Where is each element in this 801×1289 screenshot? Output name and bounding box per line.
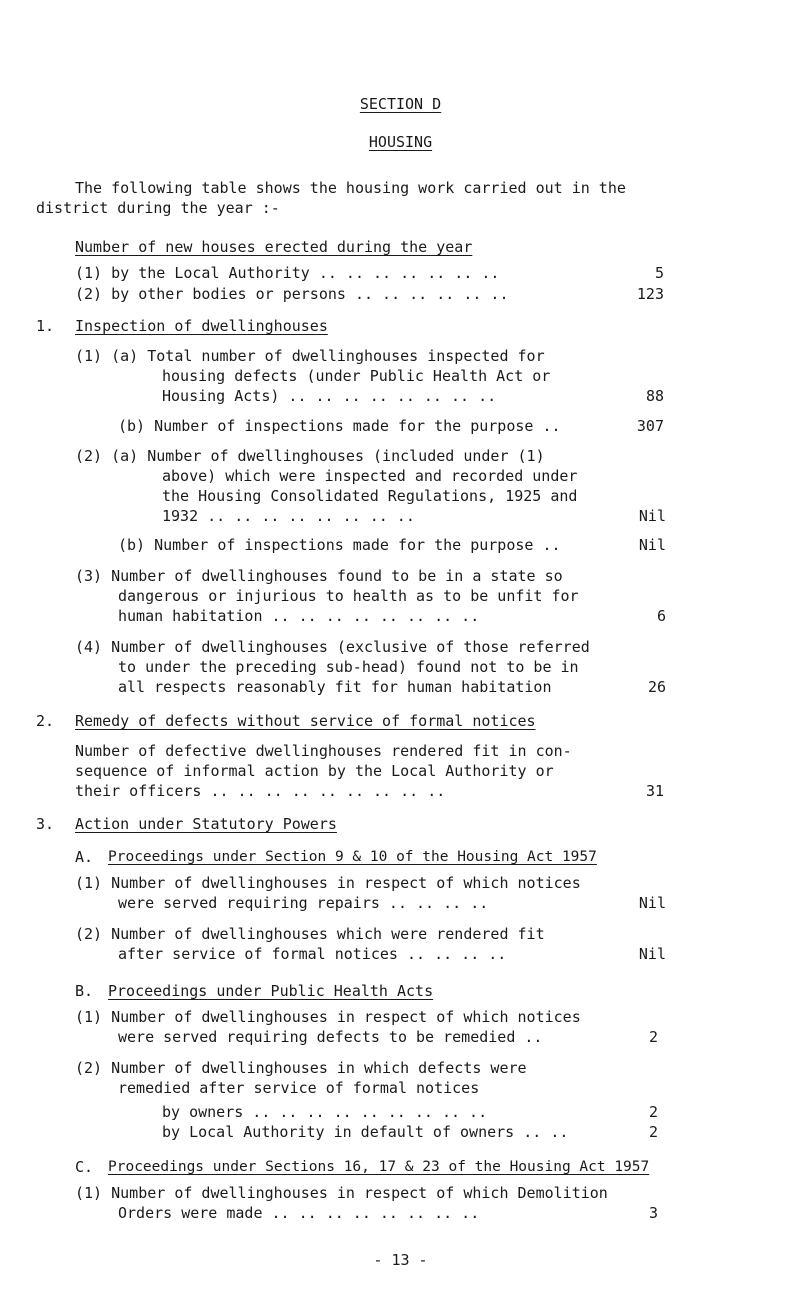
s2-line-2: sequence of informal action by the Local Authority or xyxy=(75,762,554,780)
new-houses-row-1: (1) by the Local Authority .. .. .. .. .. .. .. xyxy=(75,264,500,282)
s3b-2-line-2: remedied after service of formal notices xyxy=(118,1079,480,1097)
s1-3-line-1: (3) Number of dwellinghouses found to be in a state so xyxy=(75,567,563,585)
s1-2a-line-2: above) which were inspected and recorded under xyxy=(162,467,578,485)
s2-number: 2. xyxy=(36,712,55,730)
s1-1b-value: 307 xyxy=(636,417,664,435)
s3b-1-line-1: (1) Number of dwellinghouses in respect of which notices xyxy=(75,1008,581,1026)
s3a-2-line-2: after service of formal notices .. .. .. .. xyxy=(118,945,507,963)
s3a-1-value: Nil xyxy=(638,894,666,912)
s3c-label: C. xyxy=(75,1158,94,1176)
new-houses-row-2: (2) by other bodies or persons .. .. .. .. .. .. xyxy=(75,285,509,303)
page-number: - 13 - xyxy=(373,1251,428,1269)
s3c-1-line-1: (1) Number of dwellinghouses in respect of which Demolition xyxy=(75,1184,608,1202)
s3c-1-line-2: Orders were made .. .. .. .. .. .. .. .. xyxy=(118,1204,480,1222)
s1-1a-line-1: (1) (a) Total number of dwellinghouses inspected for xyxy=(75,347,545,365)
s1-4-line-2: to under the preceding sub-head) found not to be in xyxy=(118,658,579,676)
s3b-2-line-1: (2) Number of dwellinghouses in which defects were xyxy=(75,1059,527,1077)
s3a-label: A. xyxy=(75,848,94,866)
s3c-1-value: 3 xyxy=(648,1204,658,1222)
s1-1a-value: 88 xyxy=(645,387,664,405)
s1-2a-line-4: 1932 .. .. .. .. .. .. .. .. xyxy=(162,507,415,525)
page-heading: HOUSING xyxy=(368,133,433,151)
s3-number: 3. xyxy=(36,815,55,833)
new-houses-value-1: 5 xyxy=(654,264,664,282)
s3b-2a-line: by owners .. .. .. .. .. .. .. .. .. xyxy=(162,1103,488,1121)
s1-1b-line: (b) Number of inspections made for the purpose .. xyxy=(118,417,561,435)
s3b-1-line-2: were served requiring defects to be remedied .. xyxy=(118,1028,543,1046)
s1-2b-line: (b) Number of inspections made for the purpose .. xyxy=(118,536,561,554)
s1-2a-line-3: the Housing Consolidated Regulations, 1925 and xyxy=(162,487,578,505)
s3c-title: Proceedings under Sections 16, 17 & 23 of the Housing Act 1957 xyxy=(108,1159,650,1175)
intro-line-2: district during the year :- xyxy=(36,199,280,217)
s3-title: Action under Statutory Powers xyxy=(75,815,337,833)
s2-line-1: Number of defective dwellinghouses rendered fit in con- xyxy=(75,742,572,760)
s3a-1-line-2: were served requiring repairs .. .. .. .. xyxy=(118,894,489,912)
s1-3-line-2: dangerous or injurious to health as to be unfit for xyxy=(118,587,579,605)
s3a-title: Proceedings under Section 9 & 10 of the Housing Act 1957 xyxy=(108,849,597,865)
s1-4-line-1: (4) Number of dwellinghouses (exclusive of those referred xyxy=(75,638,590,656)
new-houses-title: Number of new houses erected during the year xyxy=(75,238,473,256)
s1-3-line-3: human habitation .. .. .. .. .. .. .. .. xyxy=(118,607,480,625)
s3a-1-line-1: (1) Number of dwellinghouses in respect of which notices xyxy=(75,874,581,892)
s1-2a-value: Nil xyxy=(638,507,666,525)
section-title: SECTION D xyxy=(359,95,442,113)
s3b-title: Proceedings under Public Health Acts xyxy=(108,982,434,1000)
s3a-2-value: Nil xyxy=(638,945,666,963)
s1-4-value: 26 xyxy=(647,678,666,696)
s1-1a-line-2: housing defects (under Public Health Act or xyxy=(162,367,551,385)
s3b-2a-value: 2 xyxy=(648,1103,658,1121)
s2-line-3: their officers .. .. .. .. .. .. .. .. .. xyxy=(75,782,446,800)
intro-line-1: The following table shows the housing work carried out in the xyxy=(75,179,626,197)
s3b-2b-value: 2 xyxy=(648,1123,658,1141)
s3b-label: B. xyxy=(75,982,94,1000)
s3a-2-line-1: (2) Number of dwellinghouses which were rendered fit xyxy=(75,925,545,943)
s2-value: 31 xyxy=(645,782,664,800)
s1-2a-line-1: (2) (a) Number of dwellinghouses (included under (1) xyxy=(75,447,545,465)
s1-number: 1. xyxy=(36,317,55,335)
s1-4-line-3: all respects reasonably fit for human habitation xyxy=(118,678,552,696)
s2-title: Remedy of defects without service of formal notices xyxy=(75,712,536,730)
s1-3-value: 6 xyxy=(656,607,666,625)
new-houses-value-2: 123 xyxy=(636,285,664,303)
s3b-1-value: 2 xyxy=(648,1028,658,1046)
s1-2b-value: Nil xyxy=(638,536,666,554)
s1-title: Inspection of dwellinghouses xyxy=(75,317,328,335)
s3b-2b-line: by Local Authority in default of owners .. .. xyxy=(162,1123,569,1141)
s1-1a-line-3: Housing Acts) .. .. .. .. .. .. .. .. xyxy=(162,387,497,405)
